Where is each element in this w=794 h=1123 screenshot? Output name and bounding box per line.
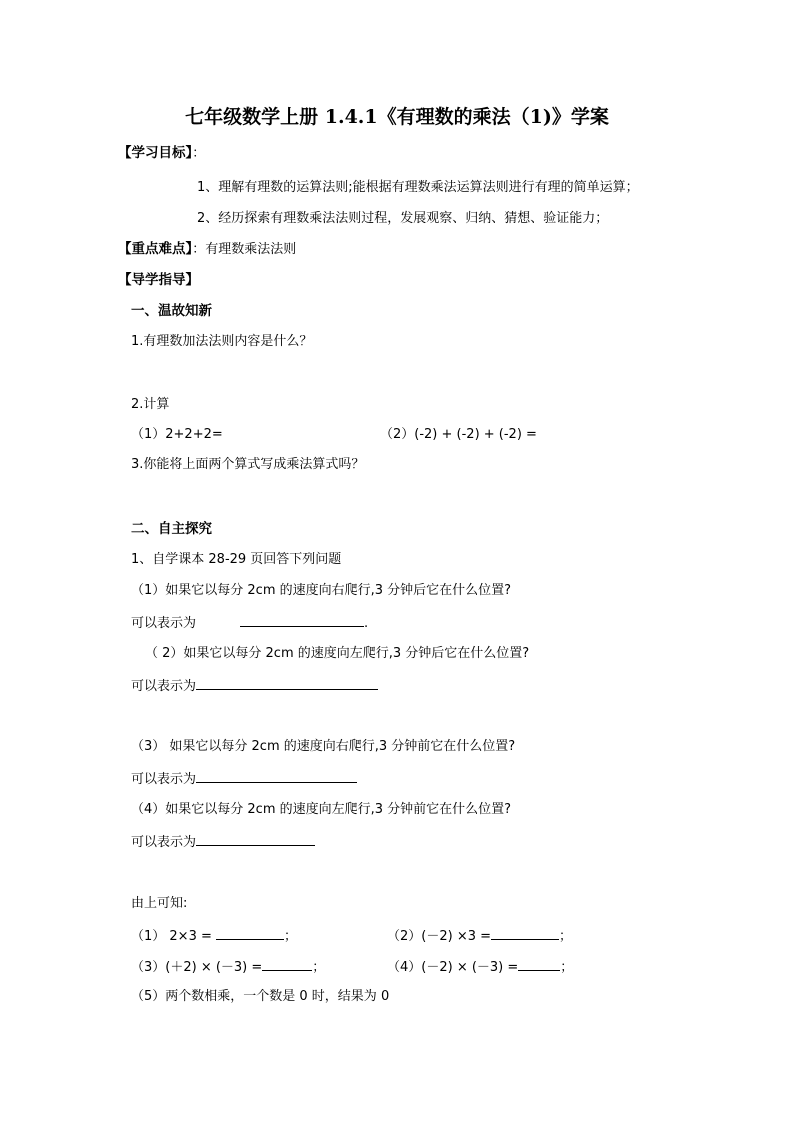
summary-e3-semi: ；	[312, 960, 326, 975]
explore-a1	[131, 614, 368, 632]
answer-blank-3[interactable]	[196, 770, 357, 783]
summary-e2	[387, 927, 572, 945]
summary-e4-text: （4）(－2) × (－3) =	[387, 960, 519, 975]
explore-a3-label: 可以表示为	[131, 772, 197, 787]
summary-e3	[131, 958, 325, 976]
explore-p4: （4）如果它以每分 2cm 的速度向左爬行,3 分钟前它在什么位置?	[131, 802, 512, 817]
goal-item-2: 2、经历探索有理数乘法法则过程，发展观察、归纳、猜想、验证能力；	[197, 211, 609, 226]
review-q2: 2.计算	[131, 397, 170, 412]
goals-colon: ：	[192, 146, 206, 161]
explore-p3: （3） 如果它以每分 2cm 的速度向右爬行,3 分钟前它在什么位置?	[131, 739, 516, 754]
page-title: 七年级数学上册 1.4.1《有理数的乘法（1)》学案	[185, 106, 609, 128]
summary-e5: （5）两个数相乘，一个数是 0 时，结果为 0	[131, 989, 390, 1004]
answer-blank-2[interactable]	[196, 677, 378, 690]
explore-intro: 1、自学课本 28-29 页回答下列问题	[131, 552, 342, 567]
explore-a3	[131, 770, 357, 788]
summary-blank-1[interactable]	[216, 927, 284, 940]
summary-e3-text: （3）(＋2) × (－3) =	[131, 960, 263, 975]
summary-blank-4[interactable]	[518, 958, 560, 971]
summary-e2-text: （2）(－2) ×3 =	[387, 929, 492, 944]
goals-heading: 【学习目标】	[118, 145, 193, 161]
answer-blank-4[interactable]	[196, 833, 315, 846]
summary-e2-semi: ；	[559, 929, 573, 944]
explore-a4	[131, 833, 315, 851]
explore-a2-label: 可以表示为	[131, 679, 197, 694]
explore-a1-label: 可以表示为	[131, 616, 197, 631]
summary-blank-2[interactable]	[491, 927, 559, 940]
summary-e4-semi: ；	[560, 960, 574, 975]
review-q1: 1.有理数加法法则内容是什么？	[131, 334, 313, 349]
explore-a4-label: 可以表示为	[131, 835, 197, 850]
explore-heading: 二、自主探究	[131, 521, 212, 537]
key-text: ：有理数乘法法则	[192, 242, 297, 257]
explore-a2	[131, 677, 378, 695]
summary-e1-semi: ；	[284, 929, 298, 944]
key-line	[118, 241, 296, 258]
explore-a1-end: .	[364, 616, 369, 631]
review-heading: 一、温故知新	[131, 303, 212, 319]
summary-e1-text: （1） 2×3 =	[131, 929, 212, 944]
review-calc1: （1）2+2+2=	[131, 427, 223, 442]
summary-heading: 由上可知:	[131, 896, 188, 911]
explore-p2: （ 2）如果它以每分 2cm 的速度向左爬行,3 分钟后它在什么位置?	[145, 646, 530, 661]
summary-e1	[131, 927, 297, 945]
review-q3: 3.你能将上面两个算式写成乘法算式吗？	[131, 457, 365, 472]
answer-blank-1[interactable]	[240, 614, 364, 627]
key-heading: 【重点难点】	[118, 241, 193, 257]
explore-p1: （1）如果它以每分 2cm 的速度向右爬行,3 分钟后它在什么位置?	[131, 583, 512, 598]
goals-heading-line	[118, 145, 205, 162]
summary-blank-3[interactable]	[262, 958, 312, 971]
review-calc2: （2）(-2) + (-2) + (-2) =	[380, 427, 537, 442]
goal-item-1: 1、理解有理数的运算法则;能根据有理数乘法运算法则进行有理的简单运算；	[197, 180, 639, 195]
summary-e4	[387, 958, 573, 976]
guide-heading: 【导学指导】	[118, 272, 199, 288]
